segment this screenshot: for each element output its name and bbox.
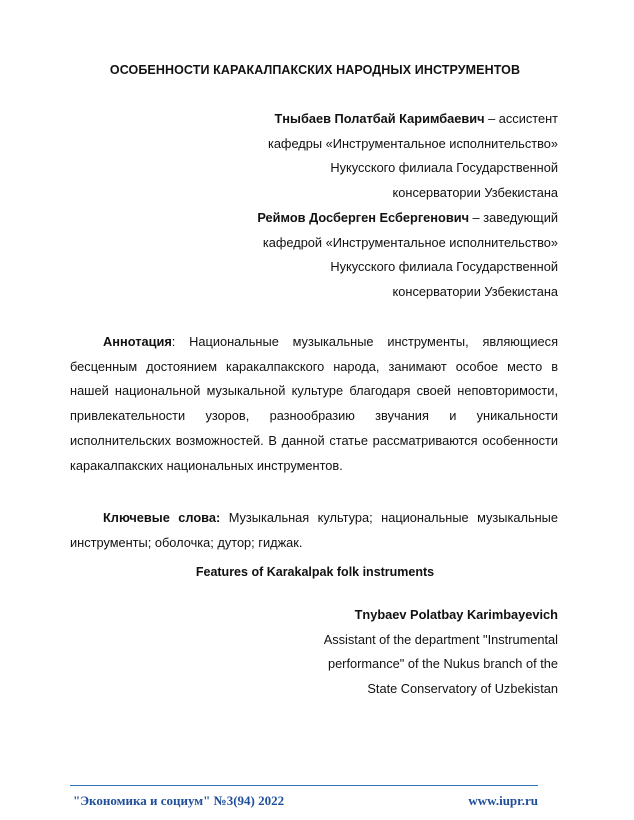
author-1-affiliation-line: кафедры «Инструментальное исполнительство» xyxy=(267,135,558,151)
footer-journal: "Экономика и социум" №3(94) 2022 xyxy=(73,793,285,808)
annotation-text: : Национальные музыкальные инструменты, являющиеся бесценным достоянием каракалпакского народа, занимают особое место в нашей национальной музыкальной культуре благодаря своей неповторимости, привлекательности узоров, разнообразию звучания и уникальности исполнительских возможностей. В данной статье рассматриваются особенности каракалпакских национальных инструментов. xyxy=(70,334,558,473)
author-1-heading xyxy=(78,107,558,132)
author-2-affiliation-line: кафедрой «Инструментальное исполнительство» xyxy=(262,234,558,250)
author-2-role: – заведующий xyxy=(469,209,558,225)
footer-divider xyxy=(70,785,538,786)
english-affiliation-line: performance" of the Nukus branch of the xyxy=(327,656,558,672)
english-affiliation-line: Assistant of the department "Instrumental xyxy=(323,631,558,647)
english-author-name: Tnybaev Polatbay Karimbayevich xyxy=(354,607,558,622)
keywords-text: Музыкальная культура; национальные музыкальные инструменты; оболочка; дутор; гиджак. xyxy=(70,510,558,550)
authors-block xyxy=(78,107,558,305)
author-1-name: Тныбаев Полатбай Каримбаевич xyxy=(274,111,485,126)
author-2-name: Реймов Досберген Есбергенович xyxy=(257,209,469,225)
english-affiliation-line: State Conservatory of Uzbekistan xyxy=(367,681,558,697)
english-author-block xyxy=(78,603,558,702)
author-2-heading xyxy=(78,206,558,231)
author-1-affiliation-line: Нукусского филиала Государственной xyxy=(330,160,558,176)
english-title: Features of Karakalpak folk instruments xyxy=(195,565,435,579)
author-1-role: – ассистент xyxy=(484,111,558,126)
author-2-affiliation-line: Нукусского филиала Государственной xyxy=(330,259,558,275)
keywords-paragraph xyxy=(70,506,558,555)
author-2-affiliation-line: консерватории Узбекистана xyxy=(392,283,558,299)
annotation-label: Аннотация xyxy=(103,334,172,349)
keywords-label: Ключевые слова: xyxy=(103,510,221,525)
author-1-affiliation-line: консерватории Узбекистана xyxy=(392,185,558,201)
english-author-name-line xyxy=(78,603,558,628)
footer-website-link[interactable]: www.iupr.ru xyxy=(468,793,538,808)
article-title: ОСОБЕННОСТИ КАРАКАЛПАКСКИХ НАРОДНЫХ ИНСТРУМЕНТОВ xyxy=(109,63,521,77)
annotation-paragraph xyxy=(70,330,558,478)
